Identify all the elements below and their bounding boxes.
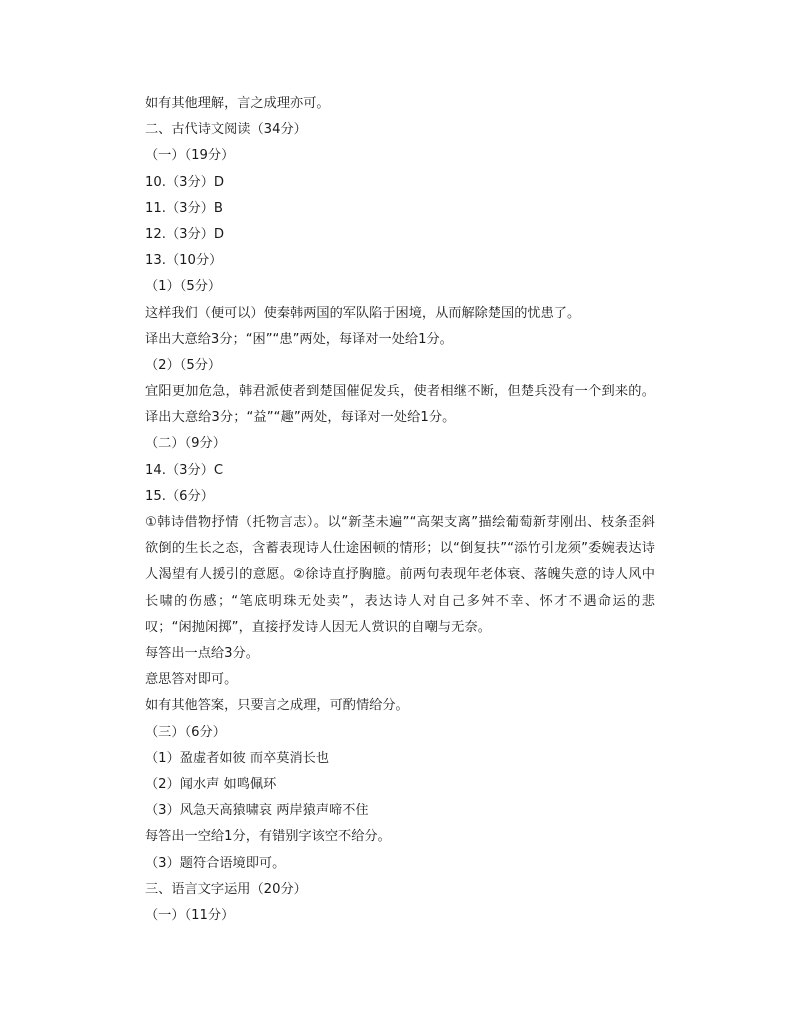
answer-subitem: （1）盈虚者如彼 而卒莫消长也	[145, 750, 330, 766]
translation-text: 这样我们（便可以）使秦韩两国的军队陷于困境，从而解除楚国的忧患了。	[145, 305, 581, 321]
subsection-heading: （一）（19分）	[145, 148, 235, 164]
scoring-note: 意思答对即可。	[145, 672, 238, 688]
answer-item: 10.（3分）D	[145, 174, 225, 190]
answer-subitem: （1）（5分）	[145, 279, 222, 295]
answer-item: 15.（6分）	[145, 488, 214, 504]
answer-key-content	[145, 91, 655, 929]
poem-analysis-paragraph: ①韩诗借物抒情（托物言志）。以“新茎未遍”“高架支离”描绘葡萄新芽刚出、枝条歪斜欲倒的生长之态，含蓄表现诗人仕途困顿的情形；以“倒复扶”“添竹引龙须”委婉表达诗人渴望有人援引的意愿。②徐诗直抒胸臆。前两句表现年老体衰、落魄失意的诗人风中长啸的伤感；“笔底明珠无处卖”，表达诗人对自己多舛不幸、怀才不遇命运的悲叹；“闲抛闲掷”，直接抒发诗人因无人赏识的自嘲与无奈。	[145, 515, 655, 635]
answer-subitem: （2）闻水声 如鸣佩环	[145, 776, 277, 792]
scoring-note: 如有其他答案，只要言之成理，可酌情给分。	[145, 698, 409, 714]
scoring-note: 每答出一空给1分，有错别字该空不给分。	[145, 829, 391, 845]
answer-item: 11.（3分）B	[145, 200, 223, 216]
section-heading: 二、古代诗文阅读（34分）	[145, 122, 307, 138]
section-heading: 三、语言文字运用（20分）	[145, 881, 307, 897]
subsection-heading: （一）（11分）	[145, 907, 235, 923]
translation-paragraph: 宜阳更加危急，韩君派使者到楚国催促发兵，使者相继不断，但楚兵没有一个到来的。译出大意给3分；“益”“趣”两处，每译对一处给1分。	[145, 384, 655, 426]
answer-subitem: （2）（5分）	[145, 357, 222, 373]
answer-item: 13.（10分）	[145, 253, 223, 269]
answer-item: 12.（3分）D	[145, 226, 225, 242]
subsection-heading: （二）（9分）	[145, 436, 226, 452]
answer-subitem: （3）题符合语境即可。	[145, 855, 286, 871]
scoring-note: 每答出一点给3分。	[145, 646, 259, 662]
answer-subitem: （3）风急天高猿啸哀 两岸猿声啼不住	[145, 803, 369, 819]
answer-item: 14.（3分）C	[145, 462, 224, 478]
scoring-note: 译出大意给3分；“困”“患”两处，每译对一处给1分。	[145, 331, 453, 347]
text-line: 如有其他理解，言之成理亦可。	[145, 96, 330, 111]
subsection-heading: （三）（6分）	[145, 724, 226, 740]
